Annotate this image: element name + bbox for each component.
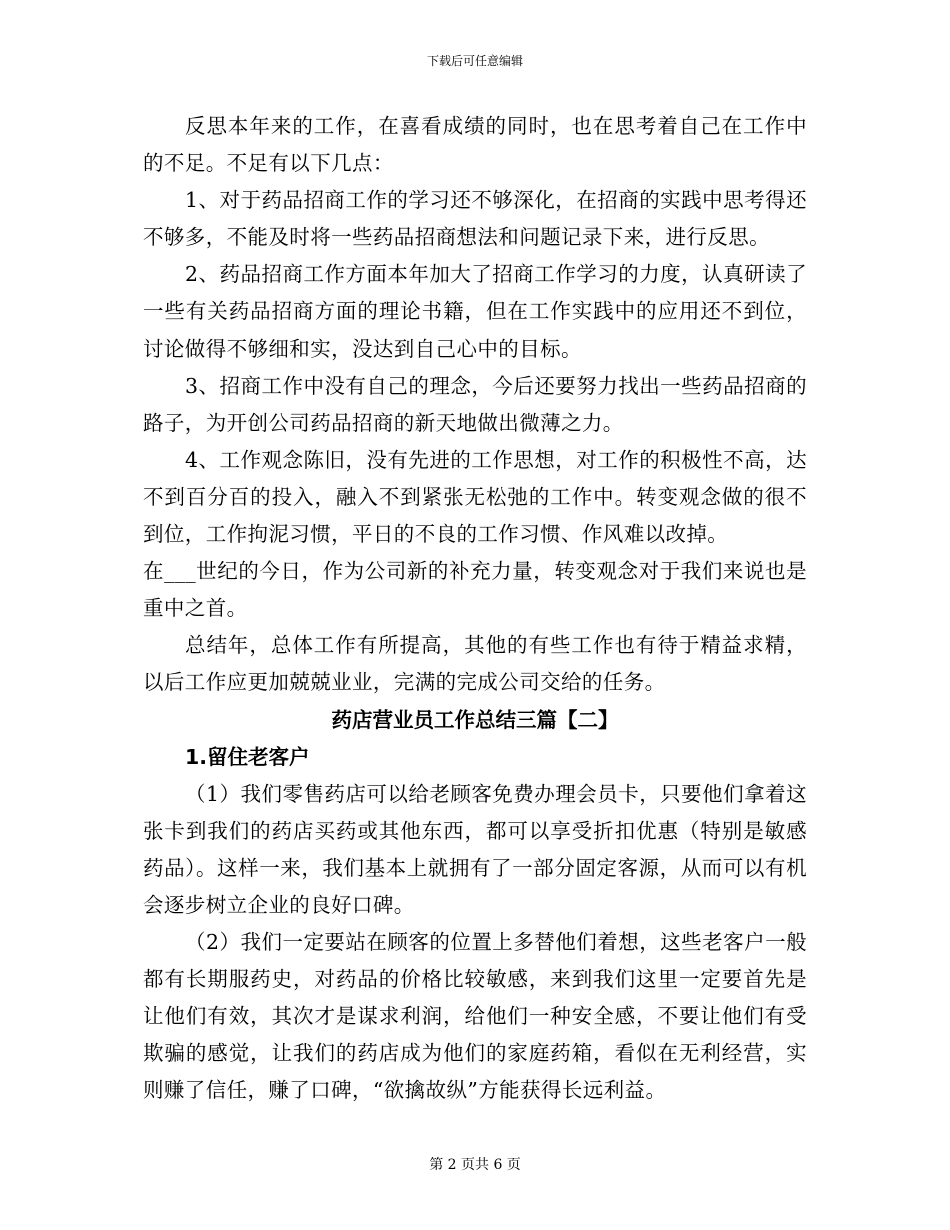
paragraph-membership-card: （1）我们零售药店可以给老顾客免费办理会员卡，只要他们拿着这张卡到我们的药店买药或其他东西，都可以享受折扣优惠（特别是敏感药品）。这样一来，我们基本上就拥有了一部分固定客源，从而可以有机会逐步树立企业的良好口碑。 xyxy=(143,781,807,917)
page-footer: 第 2 页共 6 页 xyxy=(429,1157,521,1173)
paragraph-century: 在___世纪的今日，作为公司新的补充力量，转变观念对于我们来说也是重中之首。 xyxy=(143,559,807,621)
paragraph-point-1: 1、对于药品招商工作的学习还不够深化，在招商的实践中思考得还不够多，不能及时将一些药品招商想法和问题记录下来，进行反思。 xyxy=(143,188,807,250)
paragraph-reflection-intro: 反思本年来的工作，在喜看成绩的同时，也在思考着自己在工作中的不足。不足有以下几点： xyxy=(143,114,807,176)
paragraph-point-2: 2、药品招商工作方面本年加大了招商工作学习的力度，认真研读了一些有关药品招商方面的理论书籍，但在工作实践中的应用还不到位，讨论做得不够细和实，没达到自己心中的目标。 xyxy=(143,262,807,361)
page-header: 下载后可任意编辑 xyxy=(426,54,523,68)
section-title: 药店营业员工作总结三篇【二】 xyxy=(331,707,619,732)
paragraph-point-3: 3、招商工作中没有自己的理念，今后还要努力找出一些药品招商的路子，为开创公司药品招商的新天地做出微薄之力。 xyxy=(143,373,807,435)
paragraph-point-4: 4、工作观念陈旧，没有先进的工作思想，对工作的积极性不高，达不到百分百的投入，融入不到紧张无松弛的工作中。转变观念做的很不到位，工作拘泥习惯，平日的不良的工作习惯、作风难以改掉。 xyxy=(143,447,807,547)
document-body xyxy=(143,108,807,1110)
paragraph-summary: 总结年，总体工作有所提高，其他的有些工作也有待于精益求精，以后工作应更加兢兢业业，完满的完成公司交给的任务。 xyxy=(143,633,807,695)
sub-heading-retain-customers: 1.留住老客户 xyxy=(185,744,310,769)
paragraph-customer-position: （2）我们一定要站在顾客的位置上多替他们着想，这些老客户一般都有长期服药史，对药品的价格比较敏感，来到我们这里一定要首先是让他们有效，其次才是谋求利润，给他们一种安全感，不要让他们有受欺骗的感觉，让我们的药店成为他们的家庭药箱，看似在无利经营，实则赚了信任，赚了口碑，“欲擒故纵”方能获得长远利益。 xyxy=(143,930,807,1103)
